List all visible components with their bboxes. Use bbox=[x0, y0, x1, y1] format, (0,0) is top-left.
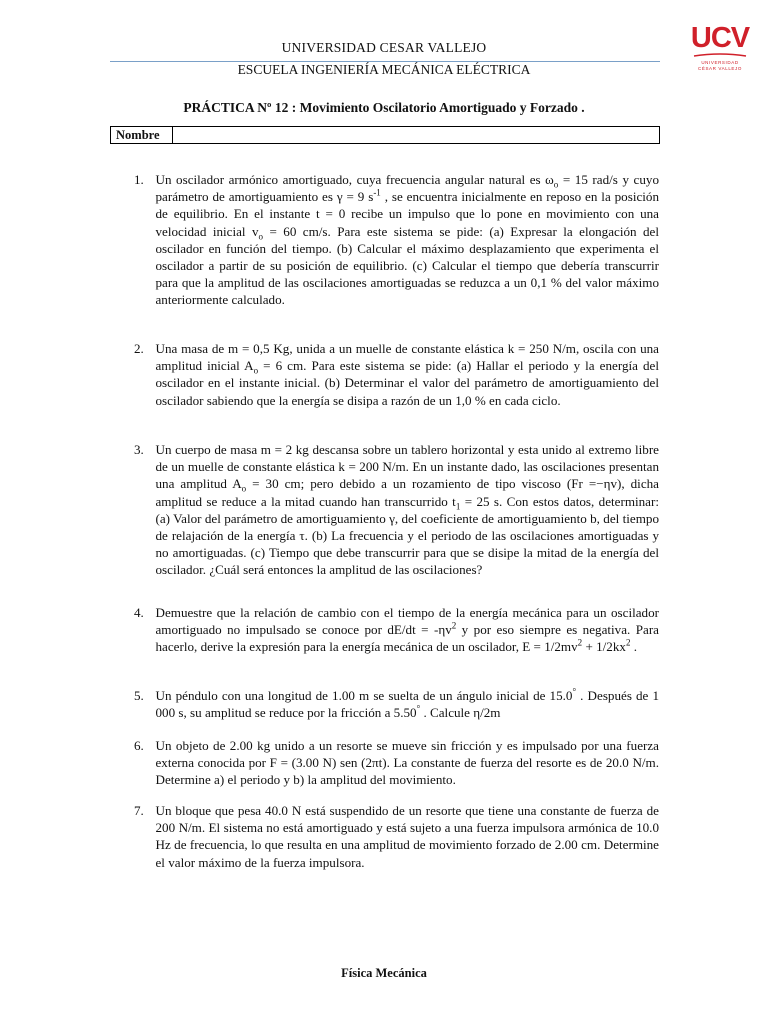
header-university: UNIVERSIDAD CESAR VALLEJO bbox=[281, 40, 487, 55]
logo-subtext-line2: CÉSAR VALLEJO bbox=[698, 66, 742, 71]
logo-text: UCV bbox=[690, 22, 750, 54]
problem-text: Un objeto de 2.00 kg unido a un resorte se mueve sin fricción y es impulsado por una fuerza externa conocida por F = (3.00 N) sen (2πt). La constante de fuerza del resorte es de 20.0 N/m. Determine a) el periodo y b) la amplitud del movimiento. bbox=[155, 738, 659, 788]
problem-5 bbox=[134, 687, 659, 721]
problem-7 bbox=[134, 802, 659, 871]
problem-1 bbox=[134, 171, 659, 309]
problem-number: 5. bbox=[134, 688, 144, 703]
problem-number: 3. bbox=[134, 442, 144, 457]
problem-number: 7. bbox=[134, 803, 144, 818]
problem-text: Un bloque que pesa 40.0 N está suspendido de un resorte que tiene una constante de fuerza de 200 N/m. El sistema no está amortiguado y está sujeto a una fuerza impulsora armónica de 10.0 Hz de frecuencia, lo que resulta en una amplitud de movimiento forzado de 2.00 cm. Determine el valor máximo de la fuerza impulsora. bbox=[155, 803, 659, 870]
problem-4 bbox=[134, 604, 659, 656]
practice-title: PRÁCTICA Nº 12 : Movimiento Oscilatorio Amortiguado y Forzado . bbox=[183, 100, 585, 115]
problem-text: Una masa de m = 0,5 Kg, unida a un muelle de constante elástica k = 250 N/m, oscila con una amplitud inicial $A_o = 6$ cm. Para este sistema se pide: (a) Hallar el periodo y la energía del oscilador en el instante inicial. (b) Determinar el valor del parámetro de amortiguamiento del oscilador sabiendo que la energía se disipa a razón de un 1,0 % en cada ciclo. bbox=[155, 341, 659, 408]
problem-2 bbox=[134, 340, 659, 409]
ucv-logo bbox=[688, 22, 752, 78]
logo-subtext bbox=[688, 60, 752, 72]
problem-number: 2. bbox=[134, 341, 144, 356]
problem-number: 1. bbox=[134, 172, 144, 187]
header-school: ESCUELA INGENIERÍA MECÁNICA ELÉCTRICA bbox=[237, 62, 531, 77]
problem-text: Demuestre que la relación de cambio con el tiempo de la energía mecánica para un oscilador amortiguado no impulsado se conoce por $dE/dt = -\eta v^2$ y por eso siempre es negativa. Para hacerlo, derive la expresión para la energía mecánica de un oscilador, $E = 1/2mv^2 + 1/2kx^2$ . bbox=[155, 605, 659, 655]
name-box bbox=[110, 126, 660, 144]
problem-6 bbox=[134, 737, 659, 789]
problem-number: 6. bbox=[134, 738, 144, 753]
name-input[interactable] bbox=[173, 127, 659, 143]
logo-subtext-line1: UNIVERSIDAD bbox=[701, 60, 739, 65]
problem-text: Un péndulo con una longitud de 1.00 m se suelta de un ángulo inicial de 15.0° . Después de 1 000 s, su amplitud se reduce por la fricción a 5.50° . Calcule η/2m bbox=[155, 686, 659, 721]
name-label: Nombre bbox=[111, 127, 173, 143]
problem-text: Un oscilador armónico amortiguado, cuya frecuencia angular natural es $\omega_o = 15$ rad/s y cuyo parámetro de amortiguamiento es γ = 9 $s^{-1}$ , se encuentra inicialmente en reposo en la posición de equilibrio. En el instante t = 0 recibe un impulso que lo pone en movimiento con una velocidad inicial $v_o = 60$ cm/s. Para este sistema se pide: (a) Expresar la elongación del oscilador en función del tiempo. (b) Calcular el máximo desplazamiento que experimenta el oscilador a partir de su posición de equilibrio. (c) Calcular el tiempo que debería transcurrir para que la amplitud de las oscilaciones amortiguadas se reduzca a un 0,1 % del valor máximo anteriormente calculado. bbox=[155, 172, 660, 308]
problem-text: Un cuerpo de masa m = 2 kg descansa sobre un tablero horizontal y esta unido al extremo libre de un muelle de constante elástica k = 200 N/m. En un instante dado, las oscilaciones presentan una amplitud $A_o = 30$ cm; pero debido a un rozamiento de tipo viscoso (Fr =−ηv), dicha amplitud se reduce a la mitad cuando han transcurrido $t_1 = 25$ s. Con estos datos, determinar: (a) Valor del parámetro de amortiguamiento γ, del coeficiente de amortiguamiento b, del tiempo de relajación de la energía τ. (b) La frecuencia y el periodo de las oscilaciones amortiguadas y no amortiguadas. (c) Tiempo que debe transcurrir para que se disipe la mitad de la energía del oscilador. ¿Cuál será entonces la amplitud de las oscilaciones? bbox=[155, 442, 659, 578]
problem-3 bbox=[134, 441, 659, 579]
problem-number: 4. bbox=[134, 605, 144, 620]
footer: Física Mecánica bbox=[341, 966, 427, 980]
